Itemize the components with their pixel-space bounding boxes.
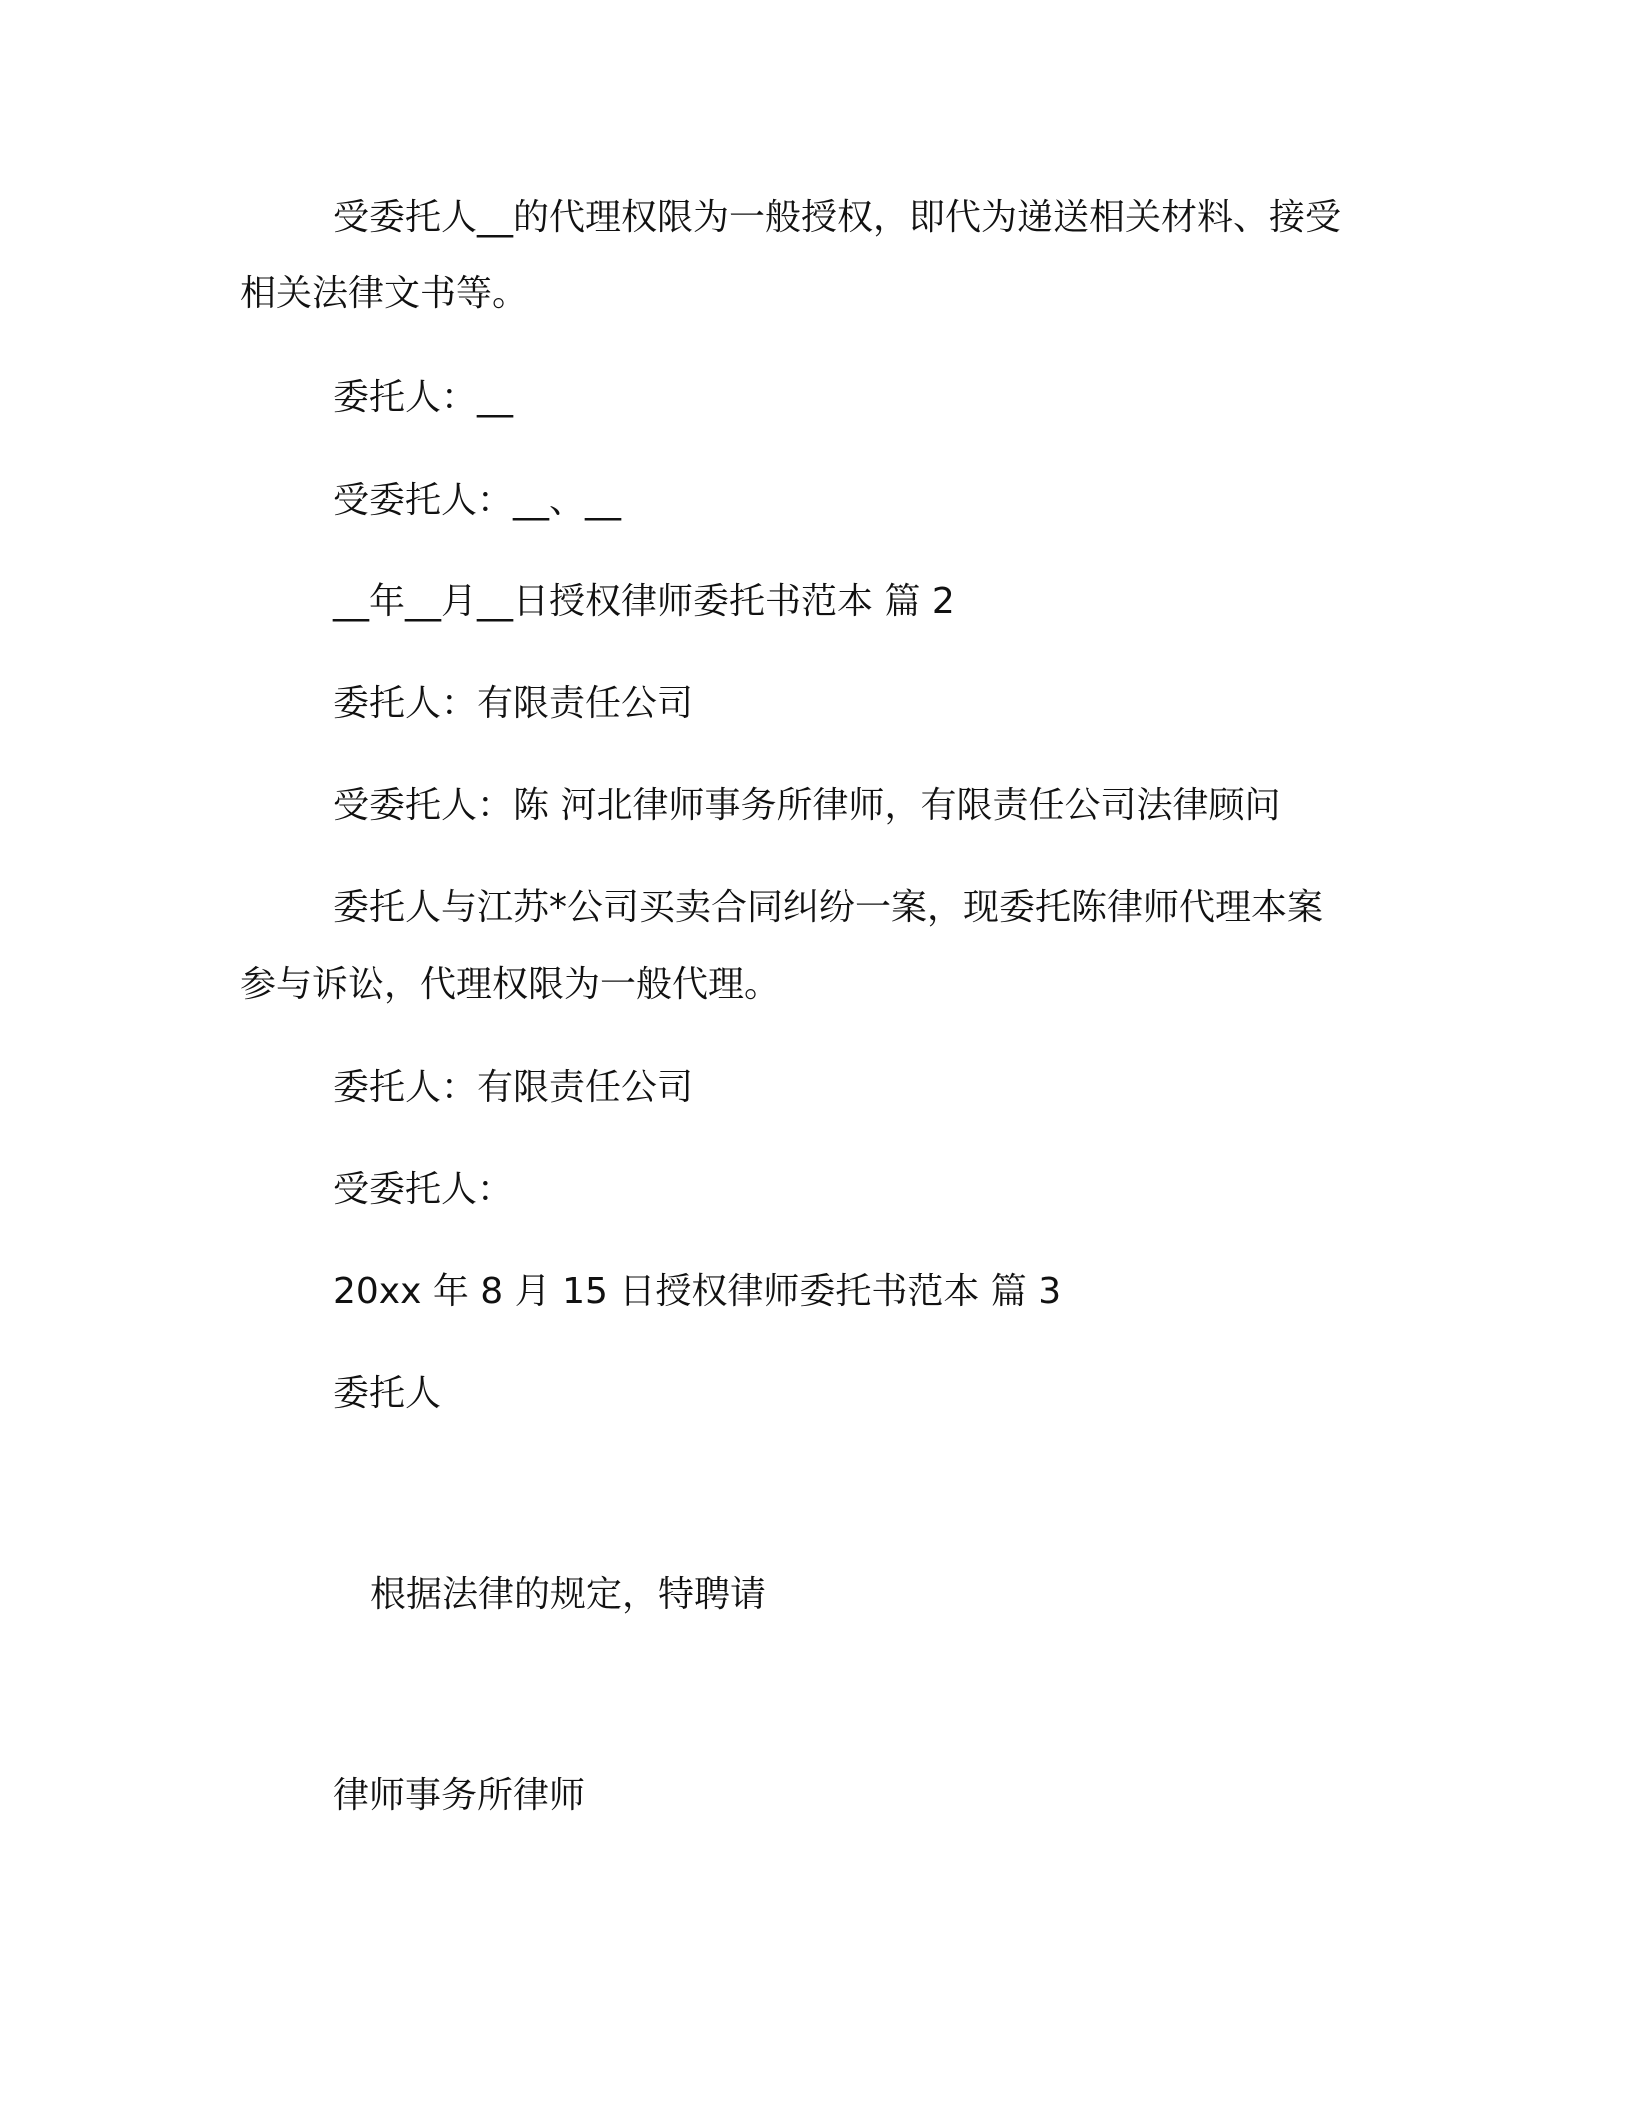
agent-blank: 受委托人：__、__ — [333, 480, 622, 521]
law-firm-lawyer: 律师事务所律师 — [333, 1775, 586, 1816]
principal-blank: 委托人：__ — [333, 377, 514, 418]
principal-company: 委托人：有限责任公司 — [333, 683, 694, 724]
principal-company-signature: 委托人：有限责任公司 — [333, 1067, 694, 1108]
legal-basis-text: 根据法律的规定，特聘请 — [370, 1574, 767, 1615]
paragraph-authority-line-2: 相关法律文书等。 — [240, 273, 529, 314]
paragraph-authority-line-1: 受委托人__的代理权限为一般授权，即代为递送相关材料、接受 — [333, 197, 1342, 238]
section-heading-3: 20xx 年 8 月 15 日授权律师委托书范本 篇 3 — [333, 1271, 1062, 1312]
agent-signature: 受委托人： — [333, 1169, 514, 1210]
agent-lawyer: 受委托人：陈 河北律师事务所律师，有限责任公司法律顾问 — [333, 785, 1281, 826]
principal-label: 委托人 — [333, 1373, 442, 1414]
section-heading-2: __年__月__日授权律师委托书范本 篇 2 — [333, 581, 955, 622]
paragraph-case-line-2: 参与诉讼，代理权限为一般代理。 — [240, 964, 781, 1005]
paragraph-case-line-1: 委托人与江苏*公司买卖合同纠纷一案，现委托陈律师代理本案 — [333, 887, 1324, 928]
